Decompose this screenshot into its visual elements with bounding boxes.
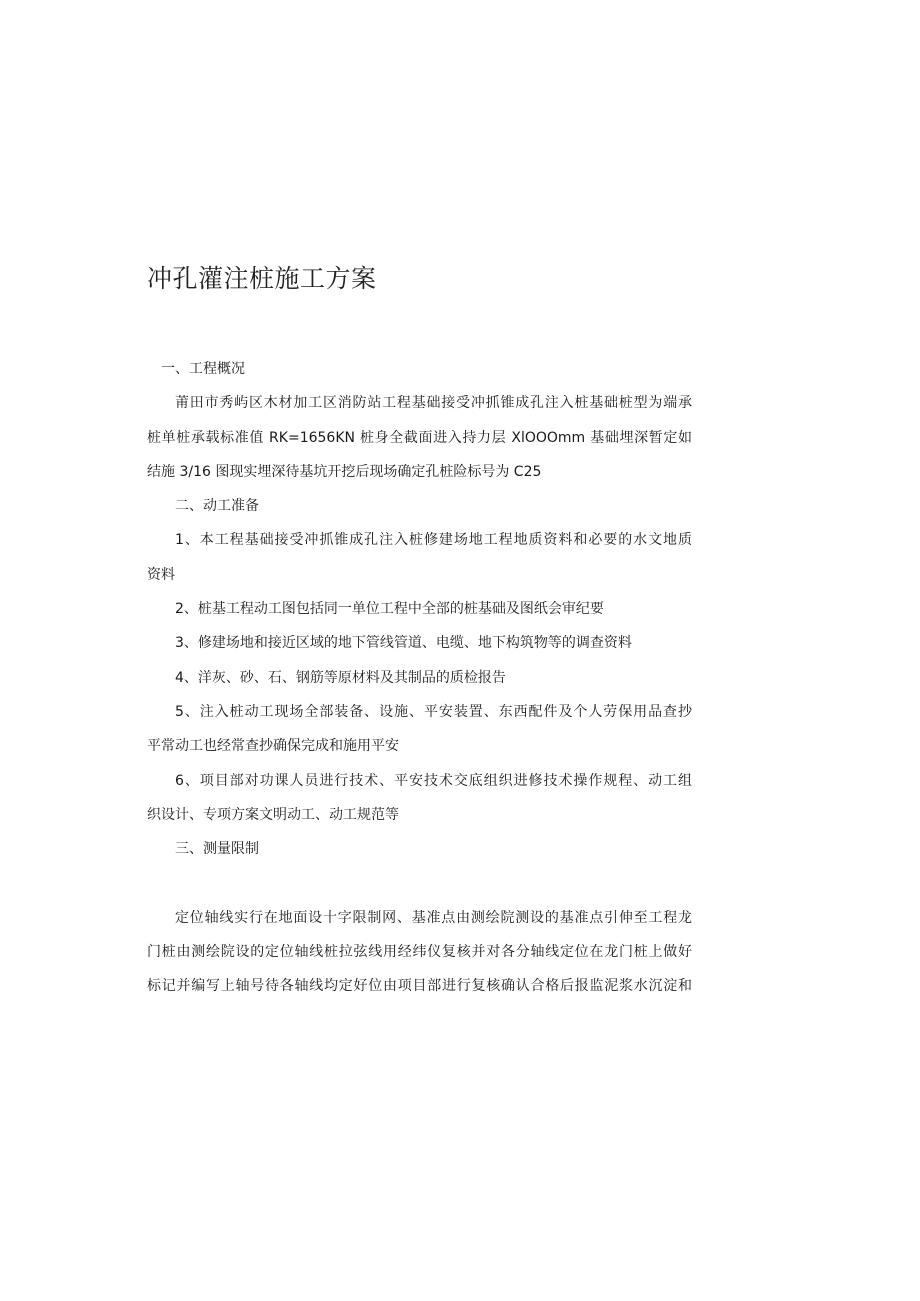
document-body	[147, 357, 692, 1009]
list-item-line: 3、修建场地和接近区域的地下管线管道、电缆、地下构筑物等的调查资料	[175, 635, 632, 652]
list-item-line: 1、本工程基础接受冲抓锥成孔注入桩修建场地工程地质资料和必要的水文地质	[175, 532, 692, 549]
paragraph-line: 结施 3/16 图现实埋深待基坑开挖后现场确定孔桩险标号为 C25	[147, 463, 542, 480]
list-item-line: 6、项目部对功课人员进行技术、平安技术交底组织进修技术操作规程、动工组	[175, 772, 692, 789]
list-item-line: 织设计、专项方案文明动工、动工规范等	[147, 806, 399, 823]
list-item-line: 4、洋灰、砂、石、钢筋等原材料及其制品的质检报告	[175, 669, 506, 686]
list-item-line: 资料	[147, 566, 175, 583]
section-heading-preparation: 二、动工准备	[175, 498, 259, 515]
paragraph-line: 桩单桩承载标准值 RK=1656KN 桩身全截面进入持力层 XlOOOmm 基础埋深暂定如	[147, 429, 692, 446]
paragraph-line: 门桩由测绘院设的定位轴线桩拉弦线用经纬仪复核并对各分轴线定位在龙门桩上做好	[147, 944, 692, 961]
paragraph-line: 莆田市秀屿区木材加工区消防站工程基础接受冲抓锥成孔注入桩基础桩型为端承	[175, 395, 692, 412]
paragraph-line: 标记并编写上轴号待各轴线均定好位由项目部进行复核确认合格后报监泥浆水沉淀和	[147, 978, 692, 995]
list-item-line: 5、注入桩动工现场全部装备、设施、平安装置、东西配件及个人劳保用品查抄	[175, 703, 692, 720]
section-spacer	[147, 871, 692, 905]
document-title: 冲孔灌注桩施工方案	[147, 264, 377, 293]
section-heading-survey: 三、测量限制	[175, 841, 259, 858]
list-item-line: 平常动工也经常查抄确保完成和施用平安	[147, 738, 399, 755]
section-heading-overview: 一、工程概况	[161, 361, 245, 377]
list-item-line: 2、桩基工程动工图包括同一单位工程中全部的桩基础及图纸会审纪要	[175, 601, 604, 618]
paragraph-line: 定位轴线实行在地面设十字限制网、基准点由测绘院测设的基准点引伸至工程龙	[175, 909, 692, 926]
